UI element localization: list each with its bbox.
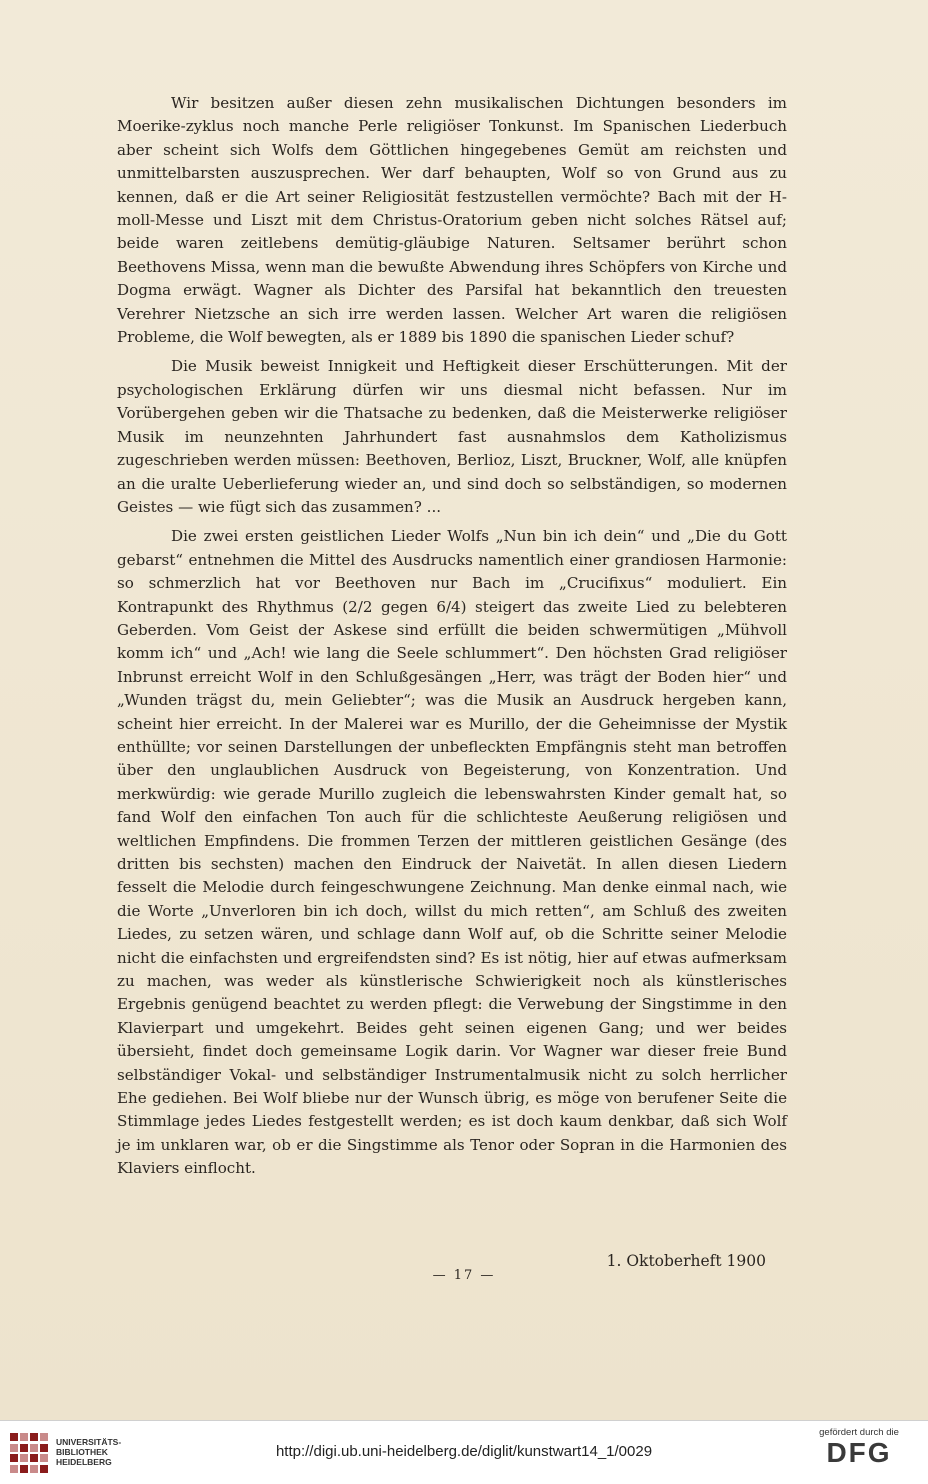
paragraph-2: Die Musik beweist Innigkeit und Heftigkeit dieser Erschütterungen. Mit der psychologischen Erklärung dürfen wir uns diesmal nicht befassen. Nur im Vorübergehen geben wir die Thatsache zu bedenken, daß die Meisterwerke religiöser Musik im neunzehnten Jahrhundert fast ausnahmslos dem Katholizismus zugeschrieben werden müssen: Beethoven, Berlioz, Liszt, Bruckner, Wolf, alle knüpfen an die uralte Ueberlieferung wieder an, und sind doch so selbständigen, so modernen Geistes — wie fügt sich das zusammen? ... bbox=[117, 357, 787, 516]
library-name-line-2: BIBLIOTHEK bbox=[56, 1447, 108, 1457]
page-number: — 17 — bbox=[432, 1268, 496, 1283]
library-name-line-3: HEIDELBERG bbox=[56, 1457, 112, 1467]
article-body bbox=[117, 92, 787, 1181]
issue-signature: 1. Oktoberheft 1900 bbox=[606, 1252, 766, 1270]
library-name-line-1: UNIVERSITÄTS- bbox=[56, 1437, 122, 1447]
dfg-wordmark: DFG bbox=[826, 1437, 892, 1468]
paragraph-3: Die zwei ersten geistlichen Lieder Wolfs „Nun bin ich dein“ und „Die du Gott gebarst“ entnehmen die Mittel des Ausdrucks namentlich einer grandiosen Harmonie: so schmerzlich hat vor Beethoven nur Bach im „Crucifixus“ moduliert. Ein Kontrapunkt des Rhythmus (2/2 gegen 6/4) steigert das zweite Lied zu belebteren Geberden. Vom Geist der Askese sind erfüllt die beiden schwermütigen „Mühvoll komm ich“ und „Ach! wie lang die Seele schlummert“. Den höchsten Grad religiöser Inbrunst erreicht Wolf in den Schlußgesängen „Herr, was trägt der Boden hier“ und „Wunden trägst du, mein Geliebter“; was die Musik an Ausdruck hergeben kann, scheint hier erreicht. In der Malerei war es Murillo, der die Geheimnisse der Mystik enthüllte; vor seinen Darstellungen der unbefleckten Empfängnis steht man betroffen über den unglaublichen Ausdruck von Begeisterung, von Konzentration. Und merkwürdig: wie gerade Murillo zugleich die lebenswahrsten Kinder gemalt hat, so fand Wolf den einfachen Ton auch für die schlichteste Aeußerung religiösen und weltlichen Empfindens. Die frommen Terzen der mittleren geistlichen Gesänge (des dritten bis sechsten) machen den Eindruck der Naivetät. In allen diesen Liedern fesselt die Melodie durch feingeschwungene Zeichnung. Man denke einmal nach, wie die Worte „Unverloren bin ich doch, willst du mich retten“, am Schluß des zweiten Liedes, zu setzen wären, und schlage dann Wolf auf, ob die Schritte seiner Melodie nicht die einfachsten und ergreifendsten sind? Es ist nötig, hier auf etwas aufmerksam zu machen, was weder als künstlerische Schwierigkeit noch als künstlerisches Ergebnis genügend beachtet zu werden pflegt: die Verwebung der Singstimme in den Klavierpart und umgekehrt. Beides geht seinen eigenen Gang; und wer beides übersieht, findet doch gemeinsame Logik darin. Vor Wagner war dieser freie Bund selbständiger Vokal- und selbständiger Instrumentalmusik nicht zu solch herrlicher Ehe gediehen. Bei Wolf bliebe nur der Wunsch übrig, es möge von berufener Seite die Stimmlage jedes Liedes festgestellt werden; es ist doch kaum denkbar, daß sich Wolf je im unklaren war, ob er die Singstimme als Tenor oder Sopran in die Harmonien des Klaviers einflocht. bbox=[117, 527, 787, 1178]
paragraph-1: Wir besitzen außer diesen zehn musikalischen Dichtungen besonders im Moerike-zyklus noch manche Perle religiöser Tonkunst. Im Spanischen Liederbuch aber scheint sich Wolfs dem Göttlichen hingegebenes Gemüt am reichsten und unmittelbarsten auszusprechen. Wer darf behaupten, Wolf so von Grund aus zu kennen, daß er die Art seiner Religiosität festzustellen vermöchte? Bach mit der H-moll-Messe und Liszt mit dem Christus-Oratorium geben nicht solches Rätsel auf; beide waren zeitlebens demütig-gläubige Naturen. Seltsamer berührt schon Beethovens Missa, wenn man die bewußte Abwendung ihres Schöpfers von Kirche und Dogma erwägt. Wagner als Dichter des Parsifal hat bekanntlich den treuesten Verehrer Nietzsche an sich irre werden lassen. Welcher Art waren die religiösen Probleme, die Wolf bewegten, als er 1889 bis 1890 die spanischen Lieder schuf? bbox=[117, 94, 787, 347]
source-url-link[interactable]: http://digi.ub.uni-heidelberg.de/diglit/kunstwart14_1/0029 bbox=[275, 1443, 653, 1460]
viewer-footer bbox=[0, 1420, 928, 1484]
funded-by-text: gefördert durch die bbox=[819, 1427, 899, 1438]
dfg-logo[interactable] bbox=[804, 1427, 914, 1468]
